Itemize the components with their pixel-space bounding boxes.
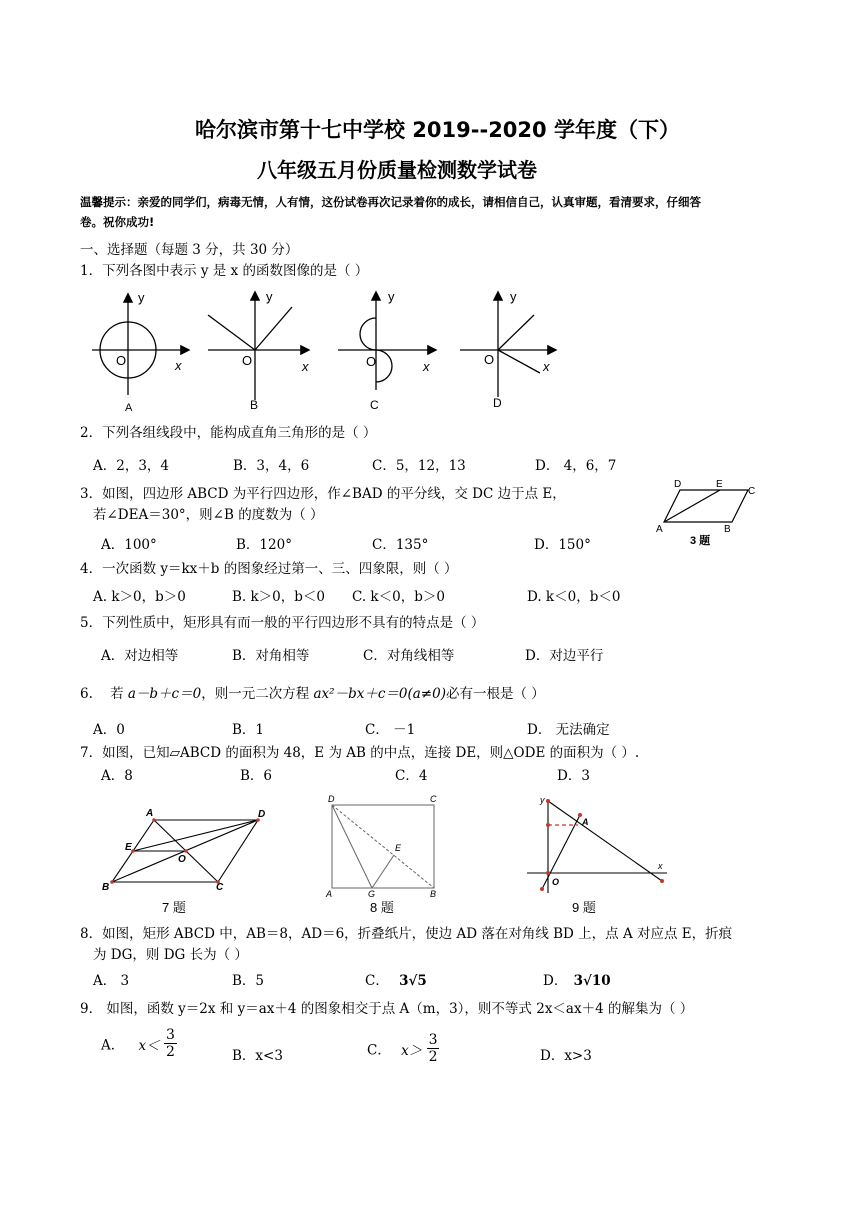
q9-option-a[interactable] <box>101 1027 177 1060</box>
fig8-label-a: A <box>326 889 333 899</box>
fig9-label-o: O <box>552 877 560 887</box>
q1-graph-b <box>208 289 309 412</box>
q9-option-c-label: C． <box>367 1042 391 1059</box>
q1c-x-label: x <box>423 359 430 374</box>
fig8-label-b: B <box>430 889 437 899</box>
q8-option-a[interactable]: A． 3 <box>93 973 130 989</box>
q8-option-c-label: C． <box>365 973 389 989</box>
q3-figure <box>652 476 767 548</box>
figure-8 <box>320 793 450 918</box>
q8-option-c[interactable] <box>365 969 427 989</box>
q1d-origin-label: O <box>484 352 495 367</box>
q5-option-a[interactable]: A．对边相等 <box>101 648 179 664</box>
q8-option-d-label: D． <box>543 973 568 989</box>
q6-option-a[interactable]: A．0 <box>93 722 125 738</box>
q6-stem <box>80 682 545 702</box>
q8-option-c-value: 3√5 <box>399 973 427 989</box>
q3-option-b[interactable]: B．120° <box>236 537 292 553</box>
q8-stem-line1: 8．如图，矩形 ABCD 中，AB＝8，AD＝6，折叠纸片，使边 AD 落在对角线 BD 上，点 A 对应点 E，折痕 <box>80 926 733 942</box>
q6-equation: ax²－bx＋c＝0(a≠0) <box>313 686 446 702</box>
q9-option-b[interactable]: B．x<3 <box>232 1048 283 1064</box>
q3-caption: 3 题 <box>690 535 711 547</box>
fig8-label-e: E <box>395 843 402 853</box>
q5-stem: 5．下列性质中，矩形具有而一般的平行四边形不具有的特点是（ ） <box>80 615 485 631</box>
q9-c-frac-num: 3 <box>428 1032 438 1048</box>
fig7-caption: 7 题 <box>162 900 186 915</box>
q1d-x-label: x <box>543 359 550 374</box>
q1b-y-label: y <box>266 289 273 304</box>
q1-stem: 1．下列各图中表示 y 是 x 的函数图像的是（ ） <box>80 263 369 279</box>
fig7-label-e: E <box>125 842 132 853</box>
q7-option-a[interactable]: A．8 <box>101 768 133 784</box>
fig9-label-a: A <box>582 817 589 827</box>
q3-option-d[interactable]: D．150° <box>534 537 591 553</box>
exam-title-line1: 哈尔滨市第十七中学校 2019--2020 学年度（下） <box>195 118 680 142</box>
fig7-label-a: A <box>146 808 154 819</box>
fig8-caption: 8 题 <box>370 900 394 915</box>
q7-option-d[interactable]: D．3 <box>557 768 590 784</box>
q4-option-c[interactable]: C. k＜0，b＞0 <box>352 589 445 605</box>
q9-option-c-fraction <box>427 1032 440 1065</box>
q9-option-a-fraction <box>164 1027 177 1060</box>
q1-graph-d <box>460 289 555 410</box>
q6-post: 必有一根是（ ） <box>445 686 545 702</box>
fig9-label-y: y <box>540 795 545 805</box>
q1a-y-label: y <box>138 290 145 305</box>
figure-9 <box>522 793 672 918</box>
q3-label-a: A <box>656 524 663 535</box>
fig9-label-x: x <box>658 861 663 871</box>
q6-option-b[interactable]: B．1 <box>232 722 265 738</box>
q3-option-c[interactable]: C．135° <box>372 537 429 553</box>
q9-a-frac-den: 2 <box>165 1044 175 1060</box>
fig9-caption: 9 题 <box>572 900 596 915</box>
fig7-label-b: B <box>102 882 110 893</box>
q3-stem-line1: 3．如图，四边形 ABCD 为平行四边形，作∠BAD 的平分线，交 DC 边于点 E， <box>80 486 566 502</box>
q3-option-a[interactable]: A．100° <box>101 537 157 553</box>
q8-stem-line2: 为 DG，则 DG 长为（ ） <box>93 947 248 963</box>
q1d-option-label: D <box>493 396 502 410</box>
q6-option-d[interactable]: D． 无法确定 <box>527 722 610 738</box>
q1a-origin-label: O <box>116 353 127 368</box>
q2-option-d[interactable]: D． 4，6，7 <box>535 458 617 474</box>
q1-graph-a <box>92 290 188 414</box>
q4-option-b[interactable]: B. k＞0，b＜0 <box>232 589 326 605</box>
q3-label-c: C <box>748 486 756 497</box>
fig7-label-d: D <box>258 809 266 820</box>
q8-option-d-value: 3√10 <box>573 973 611 989</box>
q6-number: 6. <box>80 686 93 702</box>
q9-option-a-lhs: x＜ <box>138 1037 160 1054</box>
q6-option-c[interactable]: C． －1 <box>365 722 416 738</box>
q8-option-b[interactable]: B．5 <box>232 973 265 989</box>
q2-option-b[interactable]: B．3，4，6 <box>233 458 310 474</box>
q1a-x-label: x <box>175 358 182 373</box>
q7-stem: 7．如图，已知▱ABCD 的面积为 48，E 为 AB 的中点，连接 DE，则△ODE 的面积为（ ）. <box>80 745 640 761</box>
q1c-y-label: y <box>388 289 395 304</box>
q9-stem: 9． 如图，函数 y＝2x 和 y＝ax＋4 的图象相交于点 A（m，3），则不等式 2x＜ax＋4 的解集为（ ） <box>80 1001 694 1017</box>
q7-option-c[interactable]: C．4 <box>395 768 428 784</box>
q3-label-e: E <box>716 479 723 490</box>
q5-option-b[interactable]: B．对角相等 <box>232 648 310 664</box>
q3-stem-line2: 若∠DEA＝30°，则∠B 的度数为（ ） <box>93 507 324 523</box>
section-heading: 一、选择题（每题 3 分，共 30 分） <box>80 242 299 258</box>
q6-pre: 若 <box>110 686 124 702</box>
q1b-origin-label: O <box>242 353 253 368</box>
q8-option-d[interactable] <box>543 969 611 989</box>
q9-option-c-lhs: x＞ <box>401 1042 423 1059</box>
fig7-label-o: O <box>178 854 186 865</box>
q2-option-a[interactable]: A．2，3，4 <box>93 458 170 474</box>
q1c-option-label: C <box>370 398 379 412</box>
q3-label-d: D <box>674 479 682 490</box>
q9-c-frac-den: 2 <box>428 1049 438 1065</box>
q4-stem: 4．一次函数 y＝kx＋b 的图象经过第一、三、四象限，则（ ） <box>80 561 458 577</box>
fig8-label-d: D <box>328 794 335 804</box>
fig7-label-c: C <box>216 882 224 893</box>
q1a-option-label: A <box>125 402 133 414</box>
q2-option-c[interactable]: C．5，12，13 <box>372 458 466 474</box>
exam-title-line2: 八年级五月份质量检测数学试卷 <box>257 158 537 182</box>
fig8-label-c: C <box>430 794 437 804</box>
q6-condition: a－b＋c＝0 <box>127 686 202 702</box>
q1-graphs <box>80 285 600 415</box>
q2-stem: 2．下列各组线段中，能构成直角三角形的是（ ） <box>80 425 377 441</box>
tip-line1: 温馨提示：亲爱的同学们，病毒无情，人有情，这份试卷再次记录着你的成长，请相信自己，认真审题，看清要求，仔细答 <box>80 195 701 209</box>
q7-option-b[interactable]: B．6 <box>240 768 273 784</box>
q9-option-a-label: A． <box>101 1037 125 1054</box>
q4-option-a[interactable]: A. k＞0，b＞0 <box>93 589 186 605</box>
q4-option-d[interactable]: D. k＜0，b＜0 <box>527 589 621 605</box>
q1c-origin-label: O <box>366 354 377 369</box>
q1b-x-label: x <box>302 359 309 374</box>
figure-7 <box>98 800 278 920</box>
q1d-y-label: y <box>510 289 517 304</box>
q6-mid: ，则一元二次方程 <box>201 686 310 702</box>
fig8-label-g: G <box>368 889 376 899</box>
q9-option-d[interactable]: D．x>3 <box>540 1048 592 1064</box>
q3-label-b: B <box>724 524 731 535</box>
q9-a-frac-num: 3 <box>165 1027 175 1043</box>
q9-option-c[interactable] <box>367 1032 439 1065</box>
q5-option-d[interactable]: D．对边平行 <box>525 648 604 664</box>
q5-option-c[interactable]: C．对角线相等 <box>363 648 455 664</box>
q1-graph-c <box>338 289 435 412</box>
q1b-option-label: B <box>250 398 259 412</box>
tip-line2: 卷。祝你成功! <box>80 215 155 229</box>
